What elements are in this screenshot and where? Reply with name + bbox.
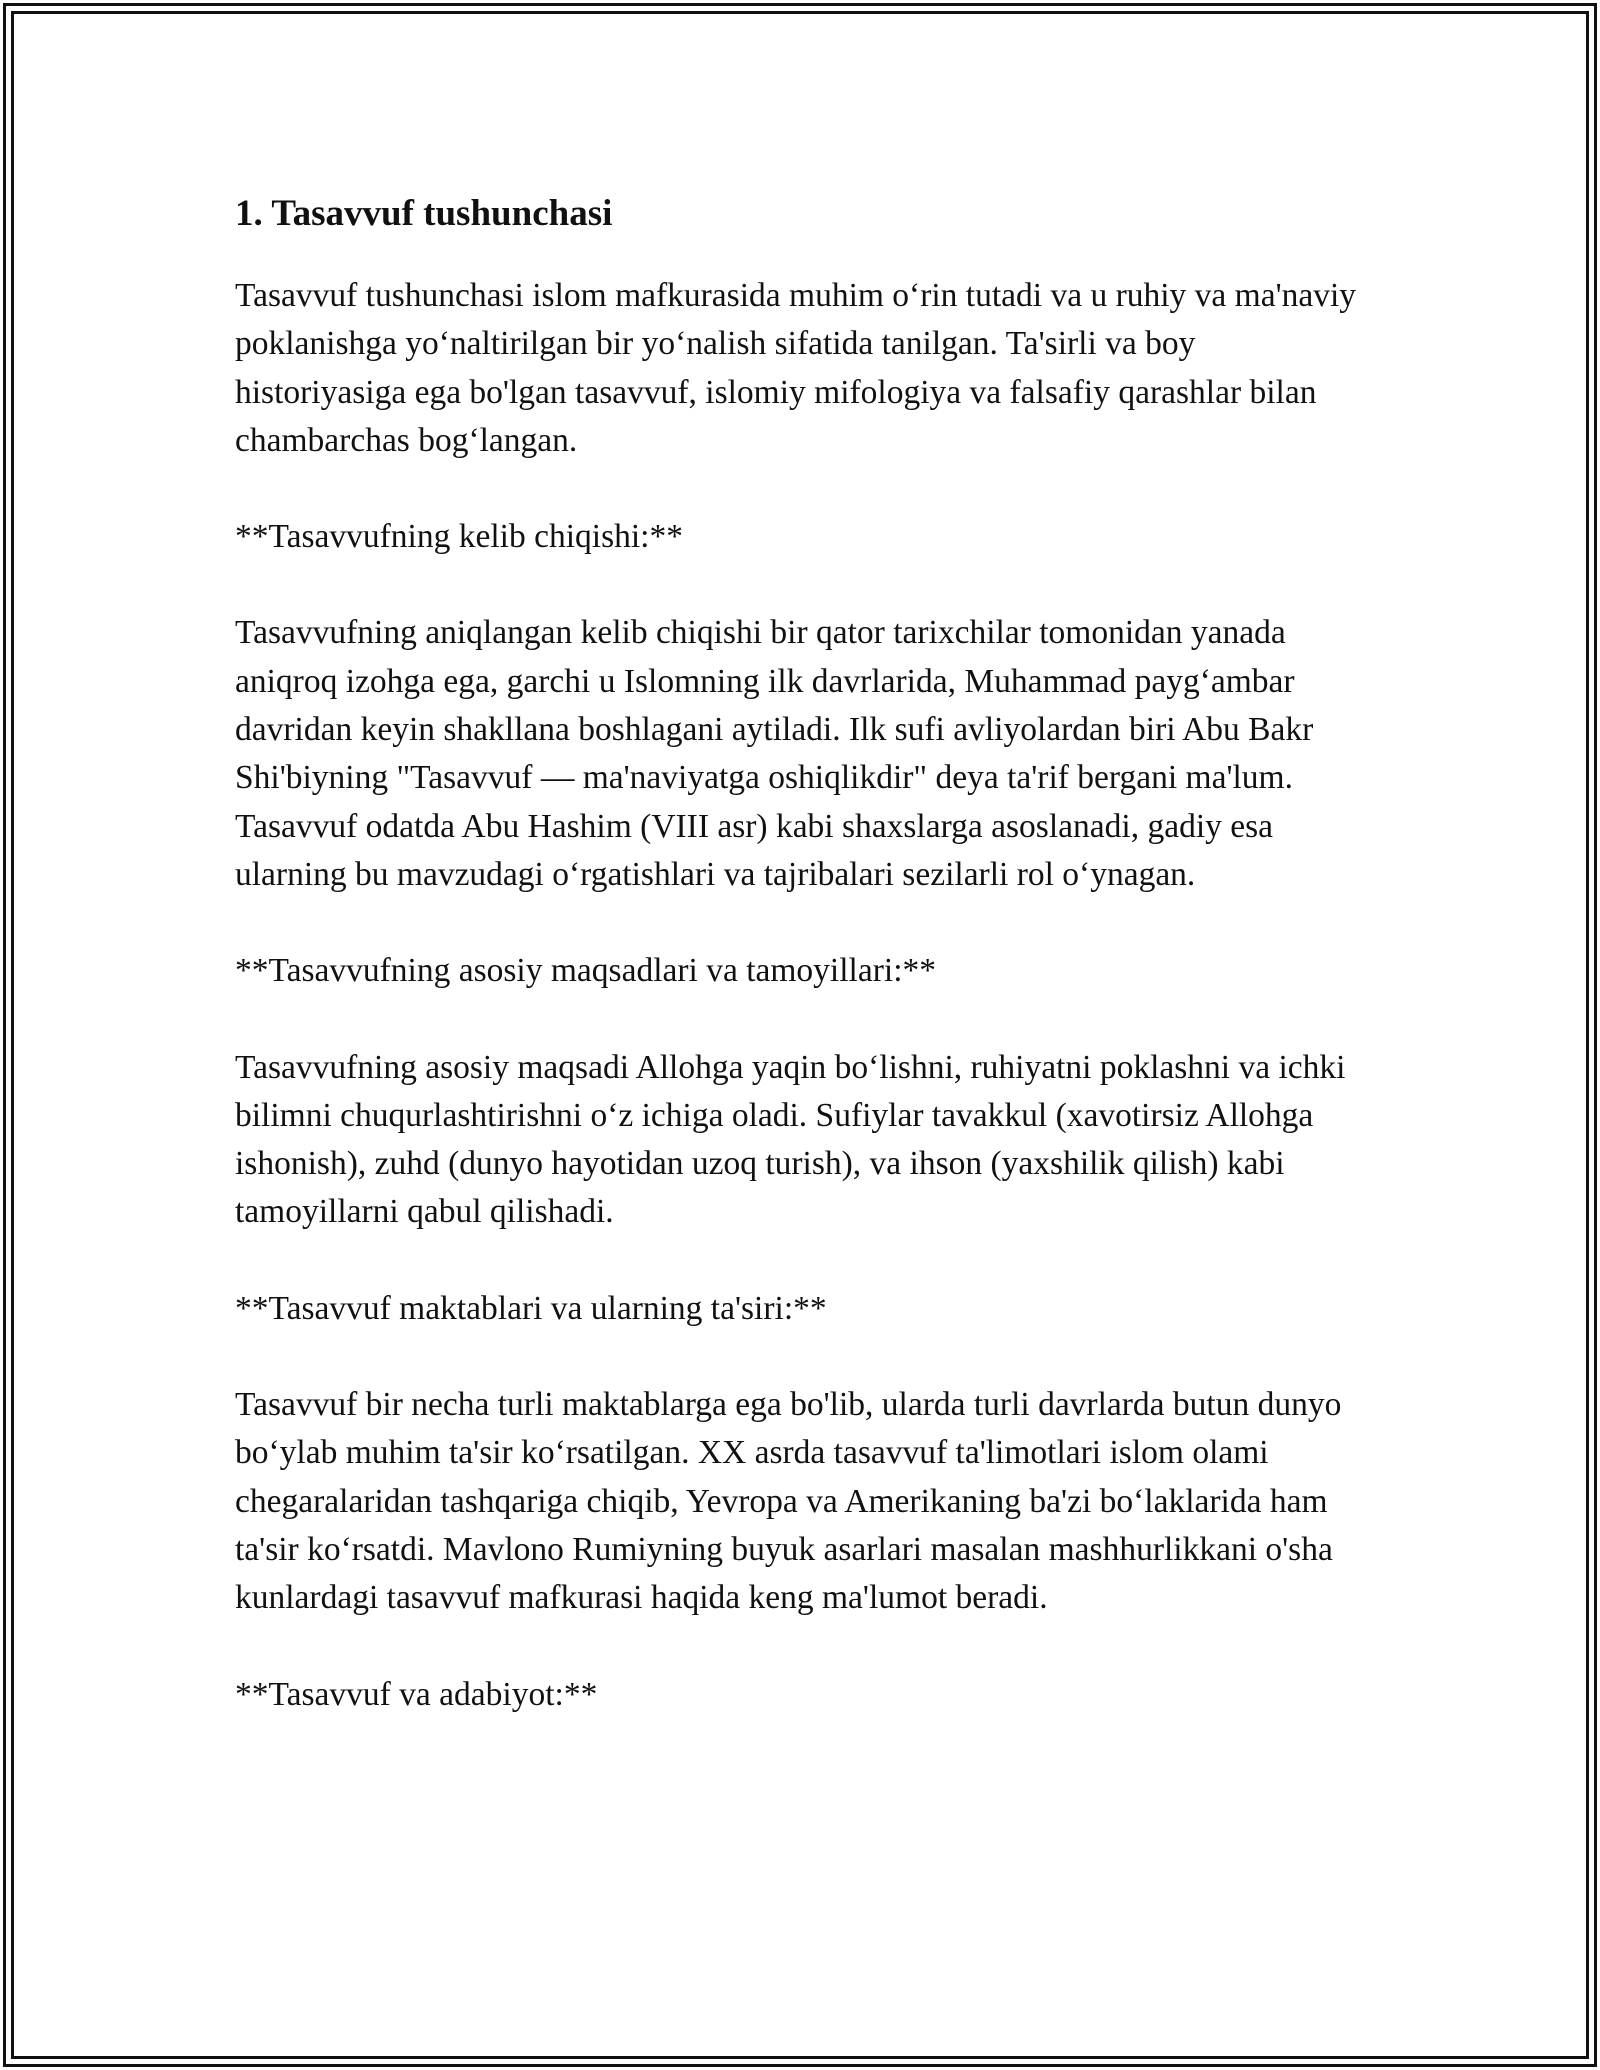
document-body: [235, 186, 1370, 1767]
section-heading-schools: **Tasavvuf maktablari va ularning ta'siri:**: [235, 1289, 827, 1327]
section-heading-principles: **Tasavvufning asosiy maqsadlari va tamoyillari:**: [235, 952, 936, 990]
section-heading-origin: **Tasavvufning kelib chiqishi:**: [235, 518, 683, 556]
intro-paragraph: Tasavvuf tushunchasi islom mafkurasida muhim o‘rin tutadi va u ruhiy va ma'naviy poklanishga yo‘naltirilgan bir yo‘nalish sifatida tanilgan. Ta'sirli va boy historiyasiga ega bo'lgan tasavvuf, islomiy mifologiya va falsafiy qarashlar bilan chambarchas bog‘langan.: [235, 277, 1357, 459]
section-heading-literature: **Tasavvuf va adabiyot:**: [235, 1675, 598, 1713]
section-paragraph-schools: Tasavvuf bir necha turli maktablarga ega bo'lib, ularda turli davrlarda butun dunyo bo‘ylab muhim ta'sir ko‘rsatilgan. XX asrda tasavvuf ta'limotlari islom olami chegaralaridan tashqariga chiqib, Yevropa va Amerikaning ba'zi bo‘laklarida ham ta'sir ko‘rsatdi. Mavlono Rumiyning buyuk asarlari masalan mashhurlikkani o'sha kunlardagi tasavvuf mafkurasi haqida keng ma'lumot beradi.: [235, 1386, 1342, 1617]
section-paragraph-origin: Tasavvufning aniqlangan kelib chiqishi bir qator tarixchilar tomonidan yanada aniqroq izohga ega, garchi u Islomning ilk davrlarida, Muhammad payg‘ambar davridan keyin shakllana boshlagani aytiladi. Ilk sufi avliyolardan biri Abu Bakr Shi'biyning "Tasavvuf — ma'naviyatga oshiqlikdir" deya ta'rif bergani ma'lum. Tasavvuf odatda Abu Hashim (VIII asr) kabi shaxslarga asoslanadi, gadiy esa ularning bu mavzudagi o‘rgatishlari va tajribalari sezilarli rol o‘ynagan.: [235, 614, 1314, 893]
section-paragraph-principles: Tasavvufning asosiy maqsadi Allohga yaqin bo‘lishni, ruhiyatni poklashni va ichki bilimni chuqurlashtirishni o‘z ichiga oladi. Sufiylar tavakkul (xavotirsiz Allohga ishonish), zuhd (dunyo hayotidan uzoq turish), va ihson (yaxshilik qilish) kabi tamoyillarni qabul qilishadi.: [235, 1048, 1346, 1231]
document-title: 1. Tasavvuf tushunchasi: [235, 193, 613, 234]
